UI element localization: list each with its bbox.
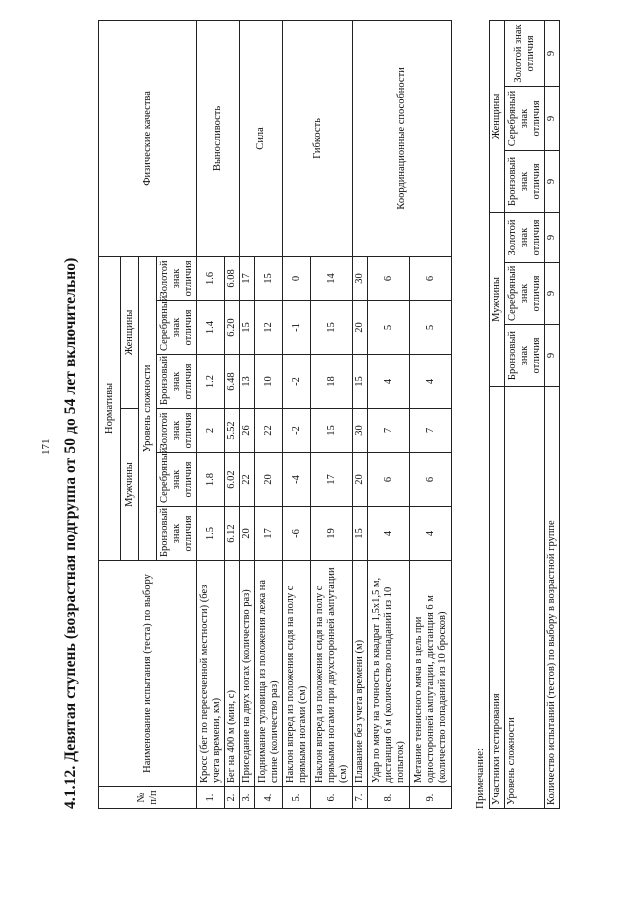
women-silver: 6.20 [225,301,240,355]
men-silver: 17 [311,453,353,507]
quality-flexibility: Гибкость [283,20,353,256]
men-gold: 7 [368,409,410,453]
note-women-silver: Серебряный знак отличия [505,86,545,150]
row-num: 7. [353,787,368,809]
women-gold: 0 [283,256,311,300]
men-gold: 30 [353,409,368,453]
page-number: 171 [40,438,52,455]
row-name: Метание теннисного мяча в цель при односторонней ампутации, дистанция 6 м (количество попаданий из 10 бросков) [410,561,452,787]
note-men-silver: Серебряный знак отличия [505,263,545,325]
men-silver: 6.02 [225,453,240,507]
header-men: Мужчины [121,409,139,561]
women-bronze: 4 [410,355,452,409]
row-name: Наклон вперед из положения сидя на полу с прямыми ногами (см) [283,561,311,787]
women-gold: 1.6 [197,256,225,300]
women-bronze: 18 [311,355,353,409]
women-bronze: 15 [353,355,368,409]
women-silver: 12 [255,301,283,355]
quality-endurance: Выносливость [197,20,240,256]
row-num: 9. [410,787,452,809]
men-silver: -4 [283,453,311,507]
header-difficulty: Уровень сложности [139,256,157,560]
row-num: 2. [225,787,240,809]
row-name: Поднимание туловища из положения лежа на спине (количество раз) [255,561,283,787]
header-silver-men: Серебряный знак отличия [157,453,197,507]
header-quality: Физические качества [99,20,197,256]
table-row [283,20,311,808]
men-silver: 22 [240,453,255,507]
men-bronze: 19 [311,507,353,561]
header-gold-women: Золотой знак отличия [157,256,197,300]
women-silver: 1.4 [197,301,225,355]
quality-strength: Сила [240,20,283,256]
row-num: 1. [197,787,225,809]
note-women-count: 9 [545,20,560,86]
women-bronze: -2 [283,355,311,409]
women-silver: -1 [283,301,311,355]
women-gold: 6.08 [225,256,240,300]
row-name: Кросс (бег по пересеченной местности) (без учета времени, км) [197,561,225,787]
women-bronze: 13 [240,355,255,409]
header-silver-women: Серебряный знак отличия [157,301,197,355]
note-count-label: Количество испытаний (тестов) по выбору в возрастной группе [545,387,560,809]
header-num: № п/п [99,787,197,809]
women-silver: 20 [353,301,368,355]
women-bronze: 4 [368,355,410,409]
row-num: 6. [311,787,353,809]
men-bronze: 4 [368,507,410,561]
table-row [197,20,225,808]
men-gold: 26 [240,409,255,453]
women-gold: 6 [368,256,410,300]
row-num: 3. [240,787,255,809]
men-silver: 1.8 [197,453,225,507]
women-silver: 15 [311,301,353,355]
women-gold: 17 [240,256,255,300]
men-bronze: 20 [240,507,255,561]
men-gold: 5.52 [225,409,240,453]
note-table [489,20,560,809]
men-bronze: 15 [353,507,368,561]
note-women-count: 9 [545,150,560,212]
note-women-gold: Золотой знак отличия [505,20,545,86]
men-bronze: 4 [410,507,452,561]
note-men-count: 9 [545,212,560,262]
women-gold: 14 [311,256,353,300]
note-participants: Участники тестирования [490,387,505,809]
row-name: Плавание без учета времени (м) [353,561,368,787]
men-bronze: 1.5 [197,507,225,561]
section-title: 4.1.12. Девятая ступень (возрастная подгруппа от 50 до 54 лет включительно) [62,257,79,809]
row-name: Приседание на двух ногах (количество раз) [240,561,255,787]
table-row [240,20,255,808]
women-bronze: 6.48 [225,355,240,409]
men-bronze: 6.12 [225,507,240,561]
men-silver: 20 [255,453,283,507]
women-gold: 6 [410,256,452,300]
note-women-count: 9 [545,86,560,150]
men-gold: 15 [311,409,353,453]
men-bronze: 17 [255,507,283,561]
women-bronze: 10 [255,355,283,409]
women-bronze: 1.2 [197,355,225,409]
table-row [353,20,368,808]
quality-coordination: Координационные способности [353,20,452,256]
row-num: 5. [283,787,311,809]
men-gold: -2 [283,409,311,453]
women-silver: 5 [368,301,410,355]
row-num: 4. [255,787,283,809]
men-gold: 22 [255,409,283,453]
note-women: Женщины [490,20,505,212]
header-gold-men: Золотой знак отличия [157,409,197,453]
row-name: Удар по мячу на точность в квадрат 1,5х1,5 м, дистанция 6 м (количество попаданий из 10 попыток) [368,561,410,787]
men-silver: 20 [353,453,368,507]
header-name: Наименование испытания (теста) по выбору [99,561,197,787]
men-gold: 7 [410,409,452,453]
men-silver: 6 [410,453,452,507]
men-gold: 2 [197,409,225,453]
header-women: Женщины [121,256,139,408]
note-difficulty: Уровень сложности [505,387,545,809]
header-bronze-women: Бронзовый знак отличия [157,355,197,409]
header-bronze-men: Бронзовый знак отличия [157,507,197,561]
note-men-bronze: Бронзовый знак отличия [505,325,545,387]
note-men-count: 9 [545,263,560,325]
row-name: Наклон вперед из положения сидя на полу с прямыми ногами при двухсторонней ампутации (см) [311,561,353,787]
women-gold: 30 [353,256,368,300]
women-silver: 15 [240,301,255,355]
note-men-gold: Золотой знак отличия [505,212,545,262]
row-num: 8. [368,787,410,809]
women-gold: 15 [255,256,283,300]
norms-table [98,20,452,809]
header-norms: Нормативы [99,256,121,560]
note-men: Мужчины [490,212,505,386]
men-silver: 6 [368,453,410,507]
men-bronze: -6 [283,507,311,561]
note-label: Примечание: [474,747,486,809]
note-women-bronze: Бронзовый знак отличия [505,150,545,212]
women-silver: 5 [410,301,452,355]
row-name: Бег на 400 м (мин, с) [225,561,240,787]
note-men-count: 9 [545,325,560,387]
